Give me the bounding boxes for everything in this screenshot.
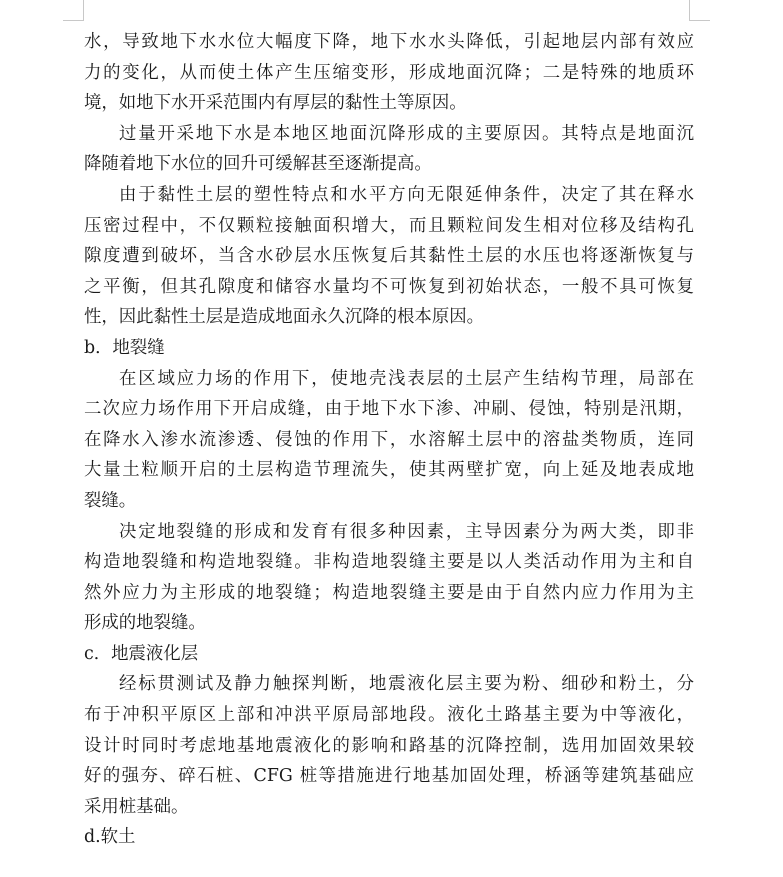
text-line: 裂缝。 — [84, 490, 137, 511]
text-line: 过量开采地下水是本地区地面沉降形成的主要原因。其特点是地面沉 — [119, 123, 694, 144]
text-line: 力的变化，从而使土体产生压缩变形，形成地面沉降；二是特殊的地质环 — [84, 62, 694, 83]
text-line: 设计时同时考虑地基地震液化的影响和路基的沉降控制，选用加固效果较 — [84, 735, 694, 756]
text-line: 由于黏性土层的塑性特点和水平方向无限延伸条件，决定了其在释水 — [119, 184, 694, 205]
text-line: 好的强夯、碎石桩、CFG 桩等措施进行地基加固处理，桥涵等建筑基础应 — [84, 766, 694, 787]
text-line: 压密过程中，不仅颗粒接触面积增大，而且颗粒间发生相对位移及结构孔 — [84, 215, 694, 236]
text-line: c．地震液化层 — [84, 643, 199, 664]
text-line: 降随着地下水位的回升可缓解甚至逐渐提高。 — [84, 154, 432, 175]
text-line: 在区域应力场的作用下，使地壳浅表层的土层产生结构节理，局部在 — [119, 368, 694, 389]
top-right-corner-mark — [689, 0, 710, 21]
section-heading — [84, 639, 694, 670]
paragraph — [84, 517, 694, 639]
text-line: 隙度遭到破坏，当含水砂层水压恢复后其黏性土层的水压也将逐渐恢复与 — [84, 246, 694, 267]
text-line: 大量土粒顺开启的土层构造节理流失，使其两壁扩宽，向上延及地表成地 — [84, 460, 694, 481]
text-line: 经标贯测试及静力触探判断，地震液化层主要为粉、细砂和粉土，分 — [119, 674, 694, 695]
section-heading — [84, 822, 694, 848]
top-left-corner-mark — [63, 0, 84, 21]
text-line: 然外应力为主形成的地裂缝；构造地裂缝主要是由于自然内应力作用为主 — [84, 582, 694, 603]
paragraph — [84, 119, 694, 180]
paragraph — [84, 180, 694, 333]
text-line: 布于冲积平原区上部和冲洪平原局部地段。液化土路基主要为中等液化， — [84, 705, 694, 726]
text-line: 在降水入渗水流渗透、侵蚀的作用下，水溶解土层中的溶盐类物质，连同 — [84, 429, 694, 450]
text-line: 水，导致地下水水位大幅度下降，地下水水头降低，引起地层内部有效应 — [84, 32, 694, 52]
text-line: 之平衡，但其孔隙度和储容水量均不可恢复到初始状态，一般不具可恢复 — [84, 276, 694, 297]
text-line: 二次应力场作用下开启成缝，由于地下水下渗、冲刷、侵蚀，特别是汛期， — [84, 399, 694, 420]
paragraph — [84, 364, 694, 517]
document-body[interactable] — [84, 27, 694, 848]
paragraph — [84, 27, 694, 119]
text-line: 采用桩基础。 — [84, 796, 189, 817]
text-line: 性，因此黏性土层是造成地面永久沉降的根本原因。 — [84, 307, 484, 328]
text-line: b．地裂缝 — [84, 337, 165, 358]
text-line: 决定地裂缝的形成和发育有很多种因素，主导因素分为两大类，即非 — [119, 521, 694, 542]
text-line: 形成的地裂缝。 — [84, 613, 206, 634]
paragraph — [84, 669, 694, 822]
text-line: d.软土 — [84, 827, 136, 848]
text-line: 构造地裂缝和构造地裂缝。非构造地裂缝主要是以人类活动作用为主和自 — [84, 552, 694, 573]
text-line: 境，如地下水开采范围内有厚层的黏性土等原因。 — [84, 93, 467, 114]
section-heading — [84, 333, 694, 364]
